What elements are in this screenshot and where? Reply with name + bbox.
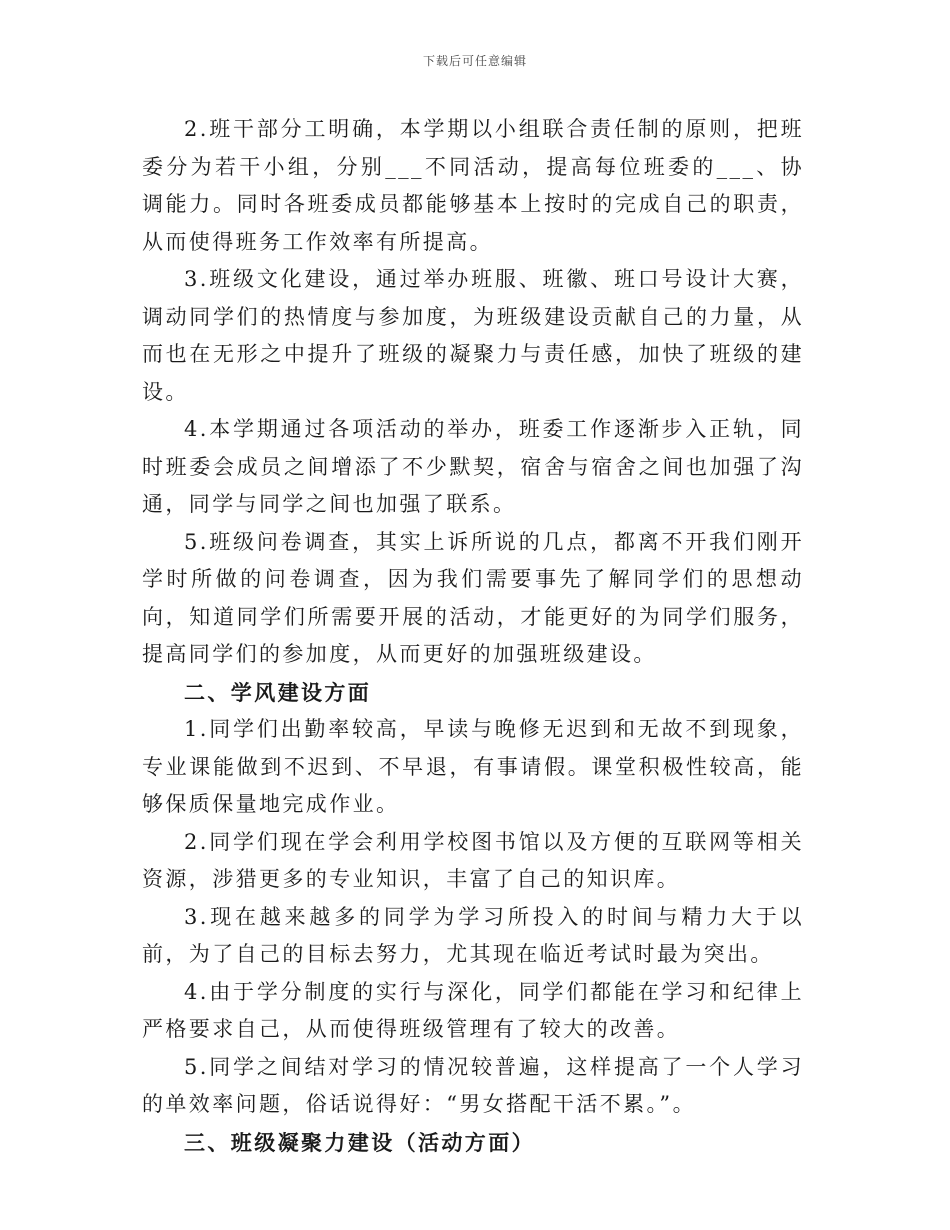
- paragraph-study-time: 3.现在越来越多的同学为学习所投入的时间与精力大于以前，为了自己的目标去努力，尤其现在临近考试时最为突出。: [142, 904, 804, 966]
- paragraph-pair-study: 5.同学之间结对学习的情况较普遍，这样提高了一个人学习的单效率问题，俗话说得好：“男女搭配干活不累。”。: [142, 1054, 804, 1116]
- paragraph-attendance: 1.同学们出勤率较高，早读与晚修无迟到和无故不到现象，专业课能做到不迟到、不早退，有事请假。课堂积极性较高，能够保质保量地完成作业。: [142, 717, 804, 816]
- paragraph-class-culture: 3.班级文化建设，通过举办班服、班徽、班口号设计大赛，调动同学们的热情度与参加度，为班级建设贡献自己的力量，从而也在无形之中提升了班级的凝聚力与责任感，加快了班级的建设。: [142, 267, 804, 404]
- document-body: [142, 111, 804, 1161]
- paragraph-class-committee-division: 2.班干部分工明确，本学期以小组联合责任制的原则，把班委分为若干小组，分别___不同活动，提高每位班委的___、协调能力。同时各班委成员都能够基本上按时的完成自己的职责，从而使得班务工作效率有所提高。: [142, 117, 804, 254]
- section-heading-study-style: 二、学风建设方面: [184, 679, 372, 705]
- paragraph-questionnaire: 5.班级问卷调查，其实上诉所说的几点，都离不开我们刚开学时所做的问卷调查，因为我们需要事先了解同学们的思想动向，知道同学们所需要开展的活动，才能更好的为同学们服务，提高同学们的参加度，从而更好的加强班级建设。: [142, 529, 804, 666]
- page-header: 下载后可任意编辑: [422, 54, 527, 68]
- paragraph-credit-system: 4.由于学分制度的实行与深化，同学们都能在学习和纪律上严格要求自己，从而使得班级管理有了较大的改善。: [142, 979, 804, 1041]
- paragraph-committee-work: 4.本学期通过各项活动的举办，班委工作逐渐步入正轨，同时班委会成员之间增添了不少默契，宿舍与宿舍之间也加强了沟通，同学与同学之间也加强了联系。: [142, 417, 804, 516]
- section-heading-cohesion: 三、班级凝聚力建设（活动方面）: [184, 1129, 535, 1155]
- paragraph-library-resources: 2.同学们现在学会利用学校图书馆以及方便的互联网等相关资源，涉猎更多的专业知识，丰富了自己的知识库。: [142, 829, 804, 891]
